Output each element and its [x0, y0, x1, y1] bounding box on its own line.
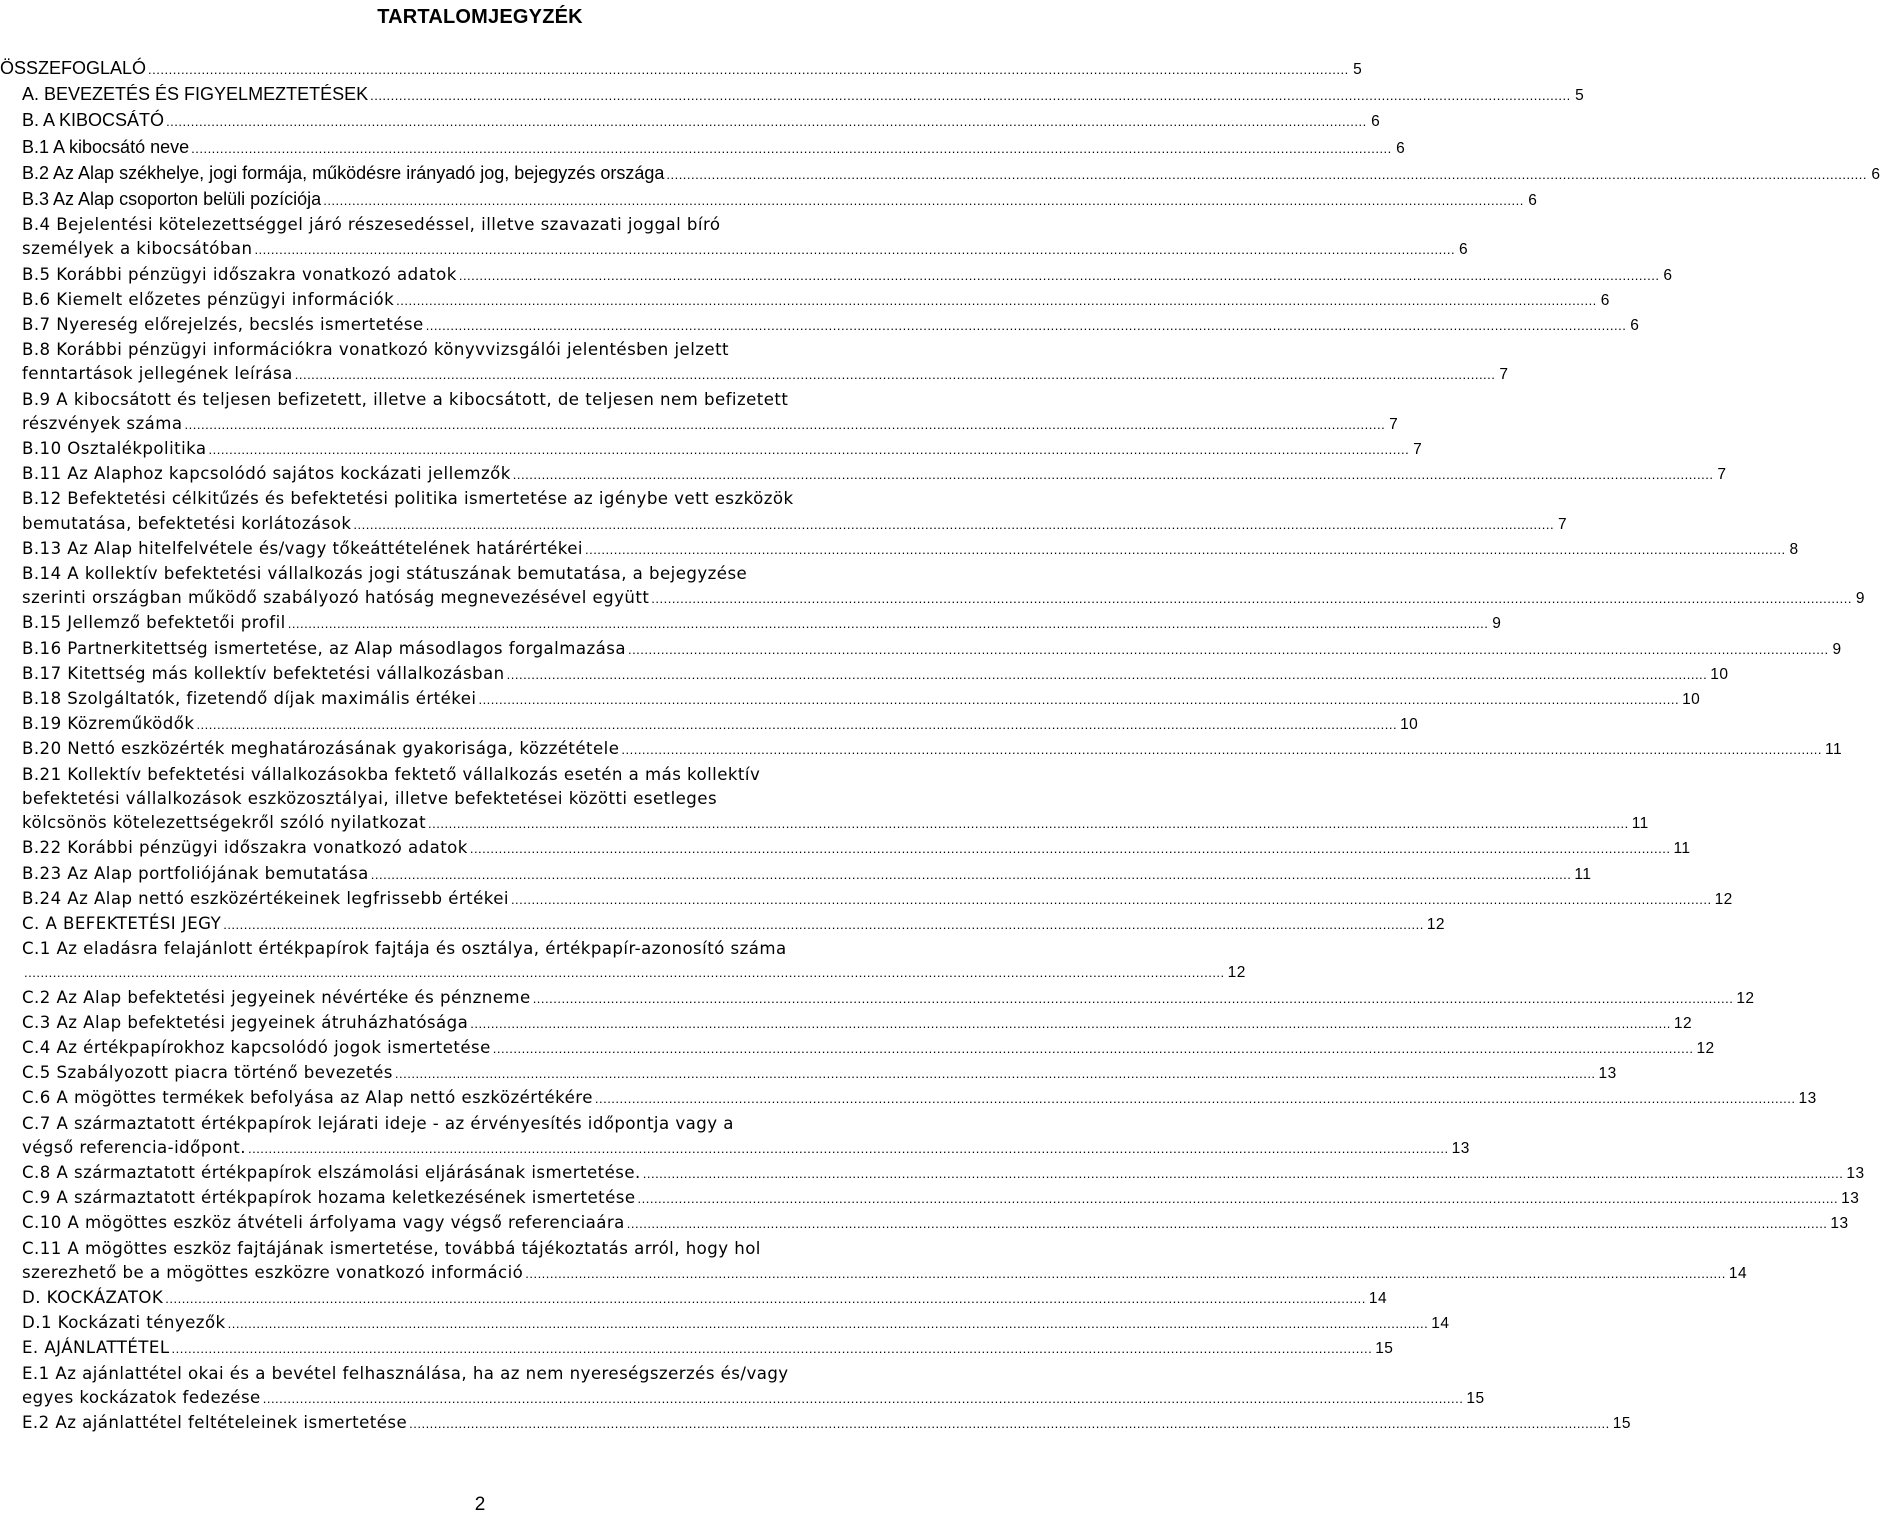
- dot-leader: [295, 363, 1496, 387]
- toc-entry-title: B.2 Az Alap székhelye, jogi formája, működésre irányadó jog, bejegyzés országa: [22, 162, 665, 183]
- toc-entry-line: [0, 362, 1509, 387]
- dot-leader: [248, 1137, 1449, 1161]
- toc-entry[interactable]: [0, 187, 1537, 213]
- dot-leader: [172, 1337, 1373, 1361]
- toc-entry-line: [0, 1386, 1485, 1411]
- toc-page-number: 13: [1846, 1164, 1865, 1182]
- toc-page-number: 7: [1413, 441, 1423, 459]
- toc-entry[interactable]: [0, 1211, 1849, 1236]
- toc-entry-title: B.1 A kibocsátó neve: [22, 136, 190, 157]
- toc-page-number: 15: [1466, 1389, 1485, 1407]
- dot-leader: [459, 264, 1660, 288]
- toc-page-number: 14: [1431, 1315, 1450, 1333]
- toc-entry-title: C.10 A mögöttes eszköz átvételi árfolyama vagy végső referenciaára: [22, 1213, 625, 1233]
- dot-leader: [353, 513, 1554, 537]
- toc-entry[interactable]: [0, 637, 1842, 662]
- toc-page-number: 13: [1598, 1065, 1617, 1083]
- toc-page-number: 7: [1558, 515, 1568, 533]
- toc-entry[interactable]: [0, 388, 1399, 437]
- dot-leader: [507, 663, 1708, 687]
- toc-entry-title: B.20 Nettó eszközérték meghatározásának gyakorisága, közzététele: [22, 739, 620, 759]
- toc-page-number: 9: [1855, 590, 1865, 608]
- toc-entry-title: B.13 Az Alap hitelfelvétele és/vagy tőkeáttételének határértékei: [22, 538, 583, 558]
- toc-entry[interactable]: [0, 986, 1755, 1011]
- toc-entry-line: [0, 537, 1799, 562]
- toc-entry[interactable]: [0, 862, 1592, 887]
- toc-entry-line: [0, 1237, 960, 1261]
- dot-leader: [428, 812, 1629, 836]
- toc-entry-line: [0, 82, 1584, 108]
- toc-page-number: 9: [1832, 640, 1842, 658]
- toc-entry[interactable]: [0, 288, 1610, 313]
- toc-entry-title: B.7 Nyereség előrejelzés, becslés ismertetése: [22, 315, 424, 335]
- toc-page-number: 15: [1612, 1414, 1631, 1432]
- dot-leader: [371, 863, 1572, 887]
- toc-entry[interactable]: [0, 611, 1502, 636]
- toc-entry-line: [0, 462, 1727, 487]
- toc-page-number: 13: [1451, 1139, 1470, 1157]
- toc-page-number: 5: [1575, 87, 1584, 105]
- dot-leader: [470, 1012, 1671, 1036]
- toc-entry-line: [0, 1186, 1860, 1211]
- toc-entry[interactable]: [0, 737, 1843, 762]
- dot-leader: [165, 1287, 1366, 1311]
- toc-entry[interactable]: [0, 338, 1509, 387]
- toc-page-number: 6: [1630, 317, 1640, 335]
- toc-entry-title: B.14 A kollektív befektetési vállalkozás jogi státuszának bemutatása, a bejegyzése: [22, 564, 748, 584]
- toc-entry-line: [0, 1311, 1450, 1336]
- toc-entry-line: [0, 1112, 960, 1136]
- toc-entry[interactable]: [0, 1061, 1617, 1086]
- toc-entry-line: [0, 562, 960, 586]
- toc-page-number: 10: [1682, 691, 1701, 709]
- toc-entry-title: B.15 Jellemző befektetői profil: [22, 613, 286, 633]
- toc-entry-title: C.9 A származtatott értékpapírok hozama keletkezésének ismertetése: [22, 1188, 636, 1208]
- toc-entry[interactable]: [0, 937, 1246, 985]
- toc-entry-title: szerezhető be a mögöttes eszközre vonatkozó információ: [22, 1262, 524, 1282]
- dot-leader: [525, 1262, 1726, 1286]
- toc-entry[interactable]: [0, 1362, 1485, 1411]
- toc-entry-line: [0, 1211, 1849, 1236]
- dot-leader: [643, 1162, 1844, 1186]
- toc-entry-line: [0, 487, 960, 511]
- toc-entry-line: [0, 135, 1405, 161]
- toc-entry-line: [0, 1362, 960, 1386]
- toc-entry-line: [0, 388, 960, 412]
- toc-entry[interactable]: [0, 887, 1733, 912]
- dot-leader: [470, 837, 1671, 861]
- toc-entry[interactable]: [0, 836, 1691, 861]
- toc-page-number: 12: [1426, 915, 1446, 933]
- toc-entry-title: E.1 Az ajánlattétel okai és a bevétel felhasználása, ha az nem nyereségszerzés és/vagy: [22, 1363, 789, 1383]
- toc-page-number: 11: [1574, 865, 1592, 883]
- toc-entry[interactable]: [0, 1186, 1860, 1211]
- toc-page-number: 11: [1825, 741, 1843, 759]
- toc-page-number: 11: [1631, 815, 1649, 833]
- toc-entry-line: [0, 512, 1568, 537]
- dot-leader: [651, 587, 1852, 611]
- toc-entry[interactable]: [0, 763, 1649, 837]
- toc-entry-title: B.18 Szolgáltatók, fizetendő díjak maximális értékei: [22, 689, 477, 709]
- toc-page-number: 8: [1789, 540, 1799, 558]
- toc-entry-title: C.2 Az Alap befektetési jegyeinek névértéke és pénzneme: [22, 987, 531, 1007]
- toc-entry-line: [0, 313, 1640, 338]
- toc-page-number: 6: [1459, 241, 1469, 259]
- dot-leader: [185, 413, 1386, 437]
- toc-entry-title: B.11 Az Alaphoz kapcsolódó sajátos kockázati jellemzők: [22, 464, 511, 484]
- toc-entry-line: [0, 56, 1362, 82]
- dot-leader: [426, 314, 1627, 338]
- toc-page-number: 7: [1717, 466, 1727, 484]
- toc-page-number: 10: [1710, 665, 1729, 683]
- toc-page-number: 6: [1371, 113, 1380, 131]
- toc-entry-line: [0, 1336, 1394, 1361]
- toc-entry-line: [0, 1286, 1388, 1311]
- toc-entry[interactable]: [0, 56, 1362, 82]
- toc-entry[interactable]: [0, 912, 1446, 937]
- toc-entry-line: [0, 108, 1380, 134]
- toc-entry-line: [0, 687, 1701, 712]
- toc-entry-title: A. BEVEZETÉS ÉS FIGYELMEZTETÉSEK: [22, 84, 369, 105]
- toc-entry[interactable]: [0, 487, 1568, 536]
- toc-entry[interactable]: [0, 263, 1673, 288]
- dot-leader: [511, 888, 1712, 912]
- toc-page-number: 13: [1841, 1190, 1860, 1208]
- toc-entry-title: B.23 Az Alap portfoliójának bemutatása: [22, 863, 369, 883]
- toc-entry-line: [0, 811, 1649, 836]
- dot-leader: [228, 1312, 1429, 1336]
- dot-leader: [288, 612, 1489, 636]
- dot-leader: [638, 1187, 1839, 1211]
- toc-entry-title: C.1 Az eladásra felajánlott értékpapírok fajtája és osztálya, értékpapír-azonosító száma: [22, 939, 787, 959]
- dot-leader: [585, 538, 1786, 562]
- dot-leader: [323, 189, 1524, 213]
- toc-entry-line: [0, 712, 1419, 737]
- toc-entry-line: [0, 737, 1843, 762]
- dot-leader: [196, 713, 1397, 737]
- toc-entry[interactable]: [0, 1112, 1470, 1161]
- toc-entry[interactable]: [0, 1286, 1388, 1311]
- toc-entry-title: B.21 Kollektív befektetési vállalkozásokba fektető vállalkozás esetén a más kollektív: [22, 764, 761, 784]
- toc-page-number: 7: [1499, 366, 1509, 384]
- toc-entry[interactable]: [0, 313, 1640, 338]
- toc-entry-line: [0, 637, 1842, 662]
- dot-leader: [409, 1412, 1610, 1436]
- toc-entry-line: [0, 1061, 1617, 1086]
- dot-leader: [493, 1037, 1694, 1061]
- toc-entry-line: [0, 836, 1691, 861]
- toc-entry-title: B.16 Partnerkitettség ismertetése, az Alap másodlagos forgalmazása: [22, 638, 626, 658]
- toc-entry-title: B.12 Befektetési célkitűzés és befektetési politika ismertetése az igénybe vett eszközök: [22, 489, 794, 509]
- toc-page-number: 13: [1798, 1090, 1817, 1108]
- toc-entry-title: kölcsönös kötelezettségekről szóló nyilatkozat: [22, 813, 427, 833]
- dot-leader: [513, 463, 1714, 487]
- page-number: 2: [474, 1494, 486, 1515]
- toc-entry-line: [0, 662, 1729, 687]
- toc-entry[interactable]: [0, 462, 1727, 487]
- toc-entry-line: [0, 1136, 1470, 1161]
- toc-entry-line: [0, 1011, 1693, 1036]
- toc-entry-title: egyes kockázatok fedezése: [22, 1387, 261, 1407]
- dot-leader: [595, 1087, 1796, 1111]
- dot-leader: [263, 1387, 1464, 1411]
- dot-leader: [533, 987, 1734, 1011]
- toc-page-number: 12: [1673, 1014, 1693, 1032]
- toc-entry-line: [0, 611, 1502, 636]
- toc-entry-title: B.24 Az Alap nettó eszközértékeinek legfrissebb értékei: [22, 888, 509, 908]
- toc-entry-line: [0, 862, 1592, 887]
- toc-entry[interactable]: [0, 213, 1469, 262]
- toc-entry[interactable]: [0, 437, 1423, 462]
- table-of-contents: [0, 56, 1881, 1436]
- toc-entry[interactable]: [0, 1411, 1631, 1436]
- toc-entry-line: [0, 1261, 1748, 1286]
- dot-leader: [621, 738, 1822, 762]
- toc-entry[interactable]: [0, 687, 1701, 712]
- toc-entry-title: B.6 Kiemelt előzetes pénzügyi információk: [22, 289, 395, 309]
- toc-entry-title: C.11 A mögöttes eszköz fajtájának ismertetése, továbbá tájékoztatás arról, hogy hol: [22, 1238, 761, 1258]
- toc-entry-title: fenntartások jellegének leírása: [22, 364, 293, 384]
- toc-entry-line: [0, 961, 1246, 985]
- toc-entry-title: D. KOCKÁZATOK: [22, 1287, 164, 1307]
- toc-entry-line: [0, 1036, 1715, 1061]
- toc-entry-title: ÖSSZEFOGLALÓ: [0, 58, 147, 78]
- toc-entry-title: D.1 Kockázati tényezők: [22, 1313, 226, 1333]
- dot-leader: [627, 1212, 1828, 1236]
- toc-entry[interactable]: [0, 1161, 1865, 1186]
- toc-entry-line: [0, 437, 1423, 462]
- toc-entry[interactable]: [0, 1336, 1394, 1361]
- toc-entry-title: C.3 Az Alap befektetési jegyeinek átruházhatósága: [22, 1012, 469, 1032]
- toc-entry[interactable]: [0, 1086, 1817, 1111]
- toc-entry-line: [0, 763, 960, 787]
- toc-entry[interactable]: [0, 1036, 1715, 1061]
- toc-entry[interactable]: [0, 161, 1881, 187]
- toc-page-number: 12: [1696, 1039, 1715, 1057]
- dot-leader: [478, 688, 1679, 712]
- toc-page-number: 6: [1663, 266, 1673, 284]
- toc-entry-title: B.3 Az Alap csoporton belüli pozíciója: [22, 189, 322, 210]
- toc-entry-title: C.7 A származtatott értékpapírok lejárati ideje - az érvényesítés időpontja vagy a: [22, 1113, 734, 1133]
- toc-entry-title: befektetési vállalkozások eszközosztályai, illetve befektetései közötti esetleges: [22, 788, 718, 808]
- toc-entry-title: C. A BEFEKTETÉSI JEGY: [22, 913, 222, 933]
- toc-entry-line: [0, 338, 960, 362]
- toc-entry-title: szerinti országban működő szabályozó hatóság megnevezésével együtt: [22, 588, 650, 608]
- dot-leader: [223, 913, 1424, 937]
- toc-page-number: 12: [1736, 989, 1755, 1007]
- toc-entry-title: B.5 Korábbi pénzügyi időszakra vonatkozó adatok: [22, 264, 457, 284]
- toc-page-number: 10: [1400, 716, 1419, 734]
- toc-entry-title: C.5 Szabályozott piacra történő bevezetés: [22, 1063, 393, 1083]
- toc-entry-line: [0, 213, 960, 237]
- toc-page-number: 11: [1673, 840, 1691, 858]
- toc-entry-title: B.4 Bejelentési kötelezettséggel járó részesedéssel, illetve szavazati joggal bíró: [22, 215, 721, 235]
- dot-leader: [666, 163, 1867, 187]
- toc-page-number: 6: [1528, 192, 1537, 210]
- toc-entry-title: B.19 Közreműködők: [22, 714, 195, 734]
- toc-page-number: 9: [1492, 615, 1502, 633]
- toc-entry[interactable]: [0, 662, 1729, 687]
- toc-entry[interactable]: [0, 562, 1865, 611]
- toc-page-number: 5: [1353, 61, 1362, 78]
- toc-entry-line: [0, 237, 1469, 262]
- toc-entry[interactable]: [0, 1311, 1450, 1336]
- dot-leader: [24, 961, 1225, 985]
- dot-leader: [254, 238, 1455, 262]
- toc-entry-line: [0, 1086, 1817, 1111]
- toc-entry-line: [0, 586, 1865, 611]
- toc-entry-line: [0, 787, 960, 811]
- dot-leader: [396, 289, 1597, 313]
- dot-leader: [209, 438, 1410, 462]
- toc-entry[interactable]: [0, 135, 1405, 161]
- toc-entry-title: B.8 Korábbi pénzügyi információkra vonatkozó könyvvizsgálói jelentésben jelzett: [22, 340, 730, 360]
- toc-entry-title: E.2 Az ajánlattétel feltételeinek ismertetése: [22, 1412, 408, 1432]
- toc-page-number: 15: [1375, 1340, 1394, 1358]
- toc-entry[interactable]: [0, 712, 1419, 737]
- toc-page-number: 7: [1389, 415, 1399, 433]
- toc-entry[interactable]: [0, 108, 1380, 134]
- toc-entry-title: E. AJÁNLATTÉTEL: [22, 1338, 170, 1358]
- dot-leader: [166, 110, 1367, 134]
- toc-entry-line: [0, 1411, 1631, 1436]
- toc-page-number: 14: [1728, 1264, 1748, 1282]
- toc-entry-line: [0, 986, 1755, 1011]
- toc-entry-line: [0, 912, 1446, 937]
- toc-entry[interactable]: [0, 1237, 1748, 1286]
- toc-entry[interactable]: [0, 1011, 1693, 1036]
- dot-leader: [148, 58, 1349, 82]
- document-title: TARTALOMJEGYZÉK: [377, 6, 583, 28]
- toc-entry-line: [0, 161, 1881, 187]
- toc-entry-title: B.22 Korábbi pénzügyi időszakra vonatkozó adatok: [22, 838, 468, 858]
- toc-page-number: 14: [1368, 1289, 1388, 1307]
- dot-leader: [395, 1062, 1596, 1086]
- toc-entry-title: B. A KIBOCSÁTÓ: [22, 110, 165, 131]
- toc-page-number: 6: [1600, 291, 1610, 309]
- toc-entry-title: B.9 A kibocsátott és teljesen befizetett, illetve a kibocsátott, de teljesen nem befizetett: [22, 389, 789, 409]
- toc-page-number: 13: [1830, 1215, 1849, 1233]
- toc-entry-line: [0, 263, 1673, 288]
- toc-entry-title: B.17 Kitettség más kollektív befektetési vállalkozásban: [22, 663, 505, 683]
- toc-page-number: 12: [1714, 890, 1733, 908]
- toc-entry-line: [0, 1161, 1865, 1186]
- toc-page-number: 6: [1396, 139, 1405, 157]
- toc-entry-line: [0, 937, 960, 961]
- toc-entry-line: [0, 187, 1537, 213]
- toc-entry-title: B.10 Osztalékpolitika: [22, 439, 207, 459]
- toc-entry-title: végső referencia-időpont.: [22, 1137, 246, 1157]
- toc-page-number: 12: [1227, 964, 1246, 982]
- toc-entry-line: [0, 288, 1610, 313]
- toc-entry-title: részvények száma: [22, 413, 183, 433]
- toc-entry-title: C.4 Az értékpapírokhoz kapcsolódó jogok ismertetése: [22, 1037, 491, 1057]
- toc-entry[interactable]: [0, 82, 1584, 108]
- dot-leader: [370, 84, 1571, 108]
- toc-entry-line: [0, 412, 1399, 437]
- toc-entry-title: C.8 A származtatott értékpapírok elszámolási eljárásának ismertetése.: [22, 1162, 641, 1182]
- toc-entry-title: bemutatása, befektetési korlátozások: [22, 513, 352, 533]
- toc-entry-title: személyek a kibocsátóban: [22, 239, 253, 259]
- toc-entry[interactable]: [0, 537, 1799, 562]
- toc-entry-line: [0, 887, 1733, 912]
- dot-leader: [628, 638, 1829, 662]
- toc-page-number: 6: [1871, 165, 1881, 183]
- toc-entry-title: C.6 A mögöttes termékek befolyása az Alap nettó eszközértékére: [22, 1088, 593, 1108]
- dot-leader: [191, 137, 1392, 161]
